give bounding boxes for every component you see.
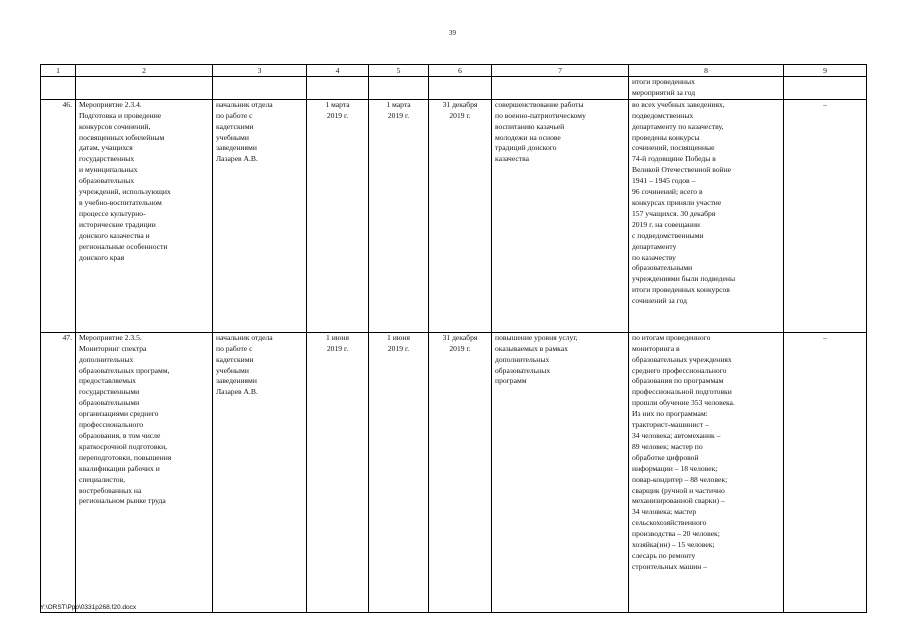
actual-result-cell: итоги проведенных мероприятий за год: [629, 77, 784, 100]
column-header: 8: [629, 65, 784, 77]
row-number: 46.: [41, 99, 76, 332]
table-row: [41, 332, 867, 612]
continuation-row: [41, 77, 867, 100]
fact-start-date: 1 июня 2019 г.: [369, 332, 429, 612]
column-header: 4: [307, 65, 369, 77]
end-date: 31 декабря 2019 г.: [429, 332, 492, 612]
file-path-footer: Y:\ORST\Ppo\0331p268.f20.docx: [40, 604, 137, 611]
note-cell: –: [784, 99, 867, 332]
table-row: [41, 99, 867, 332]
column-header: 5: [369, 65, 429, 77]
responsible-cell: начальник отдела по работе с кадетскими учебными заведениями Лазарев А.В.: [213, 99, 307, 332]
plan-start-date: 1 марта 2019 г.: [307, 99, 369, 332]
expected-result-cell: повышение уровня услуг, оказываемых в рамках дополнительных образовательных программ: [492, 332, 629, 612]
report-table: [40, 64, 867, 613]
header-row: [41, 65, 867, 77]
end-date: 31 декабря 2019 г.: [429, 99, 492, 332]
page-number: 39: [449, 29, 456, 37]
column-header: 6: [429, 65, 492, 77]
column-header: 7: [492, 65, 629, 77]
plan-start-date: 1 июня 2019 г.: [307, 332, 369, 612]
event-cell: Мероприятие 2.3.4. Подготовка и проведение конкурсов сочинений, посвященных юбилейным датам, учащихся государственных и муниципальных образовательных учреждений, использующих в учебно-воспитательном процессе культурно- исторические традиции донского казачества и региональные особенности донского края: [76, 99, 213, 332]
column-header: 2: [76, 65, 213, 77]
actual-result-cell: во всех учебных заведениях, подведомственных департаменту по казачеству, проведены конкурсы сочинений, посвященные 74-й годовщине Победы в Великой Отечественной войне 1941 – 1945 годов – 96 сочинений; всего в конкурсах приняли участие 157 учащихся. 30 декабря 2019 г. на совещании с подведомственными департаменту по казачеству образовательными учреждениями были подведены итоги проведенных конкурсов сочинений за год: [629, 99, 784, 332]
actual-result-cell: по итогам проведенного мониторинга в образовательных учреждениях среднего профессионального образования по программам профессиональной подготовки прошли обучение 353 человека. Из них по программам: тракторист-машинист – 34 человека; автомеханик – 89 человек; мастер по обработке цифровой информации – 18 человек; повар-кондитер – 88 человек; сварщик (ручной и частично механизированной сварки) – 34 человека; мастер сельскохозяйственного производства – 20 человек; хозяйка(ин) – 15 человек; слесарь по ремонту строительных машин –: [629, 332, 784, 612]
event-cell: Мероприятие 2.3.5. Мониторинг спектра дополнительных образовательных программ, предоставляемых государственными образовательными организациями среднего профессионального образования, в том числе краткосрочной подготовки, переподготовки, повышения квалификации рабочих и специалистов, востребованных на региональном рынке труда: [76, 332, 213, 612]
fact-start-date: 1 марта 2019 г.: [369, 99, 429, 332]
column-header: 9: [784, 65, 867, 77]
column-header: 1: [41, 65, 76, 77]
expected-result-cell: совершенствование работы по военно-патриотическому воспитанию казачьей молодежи на основе традиций донского казачества: [492, 99, 629, 332]
note-cell: –: [784, 332, 867, 612]
column-header: 3: [213, 65, 307, 77]
row-number: 47.: [41, 332, 76, 612]
responsible-cell: начальник отдела по работе с кадетскими учебными заведениями Лазарев А.В.: [213, 332, 307, 612]
